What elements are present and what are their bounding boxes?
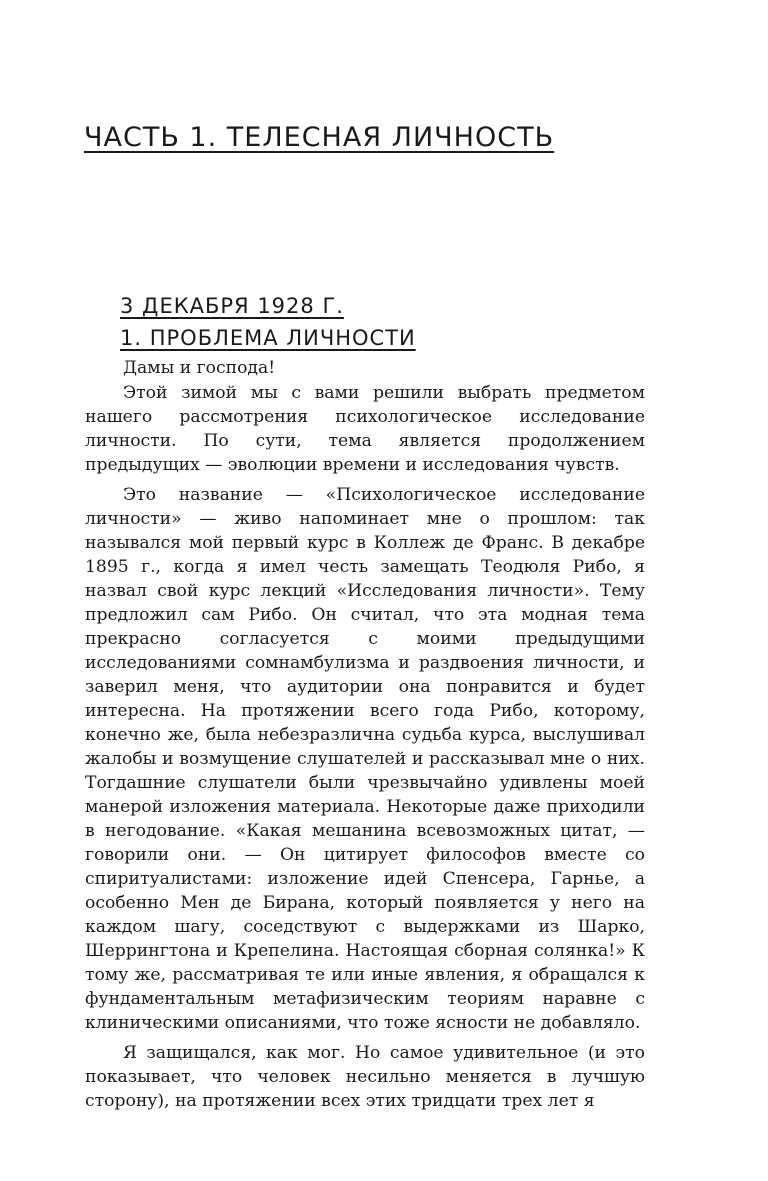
paragraph: Это название — «Психологическое исследование личности» — живо напоминает мне о прошлом: так назывался мой первый курс в Коллеж де Франс. В декабре 1895 г., когда я имел честь замещать Теодюля Рибо, я назвал свой курс лекций «Исследования личности». Тему предложил сам Рибо. Он считал, что эта модная тема прекрасно согласуется с моими предыдущими исследованиями сомнамбулизма и раздвоения личности, и заверил меня, что аудитории она понравится и будет интересна. На протяжении всего года Рибо, которому, конечно же, была небезразлична судьба курса, выслушивал жалобы и возмущение слушателей и рассказывал мне о них. Тогдашние слушатели были чрезвычайно удивлены моей манерой изложения материала. Некоторые даже приходили в негодование. «Какая мешанина всевозможных цитат, — говорили они. — Он цитирует философов вместе со спиритуалистами: изложение идей Спенсера, Гарнье, а особенно Мен де Бирана, который появляется у него на каждом шагу, соседствуют с выдержками из Шарко, Шеррингтона и Крепелина. Настоящая сборная солянка!» К тому же, рассматривая те или иные явления, я обращался к фундаментальным метафизическим теориям наравне с клиническими описаниями, что тоже ясности не добавляло. — [85, 485, 645, 1033]
paragraph-greeting: Дамы и господа! — [123, 358, 276, 378]
part-title: ЧАСТЬ 1. ТЕЛЕСНАЯ ЛИЧНОСТЬ — [84, 122, 555, 153]
lecture-title: 1. ПРОБЛЕМА ЛИЧНОСТИ — [120, 326, 416, 350]
paragraph: Я защищался, как мог. Но самое удивительное (и это показывает, что человек несильно меняется в лучшую сторону), на протяжении всех этих тридцати трех лет я — [85, 1043, 645, 1111]
lecture-heading — [120, 290, 416, 354]
lecture-date: 3 ДЕКАБРЯ 1928 Г. — [120, 294, 344, 318]
paragraph: Этой зимой мы с вами решили выбрать предметом нашего рассмотрения психологическое исследование личности. По сути, тема является продолжением предыдущих — эволюции времени и исследования чувств. — [85, 383, 645, 475]
body-text — [85, 356, 645, 1119]
